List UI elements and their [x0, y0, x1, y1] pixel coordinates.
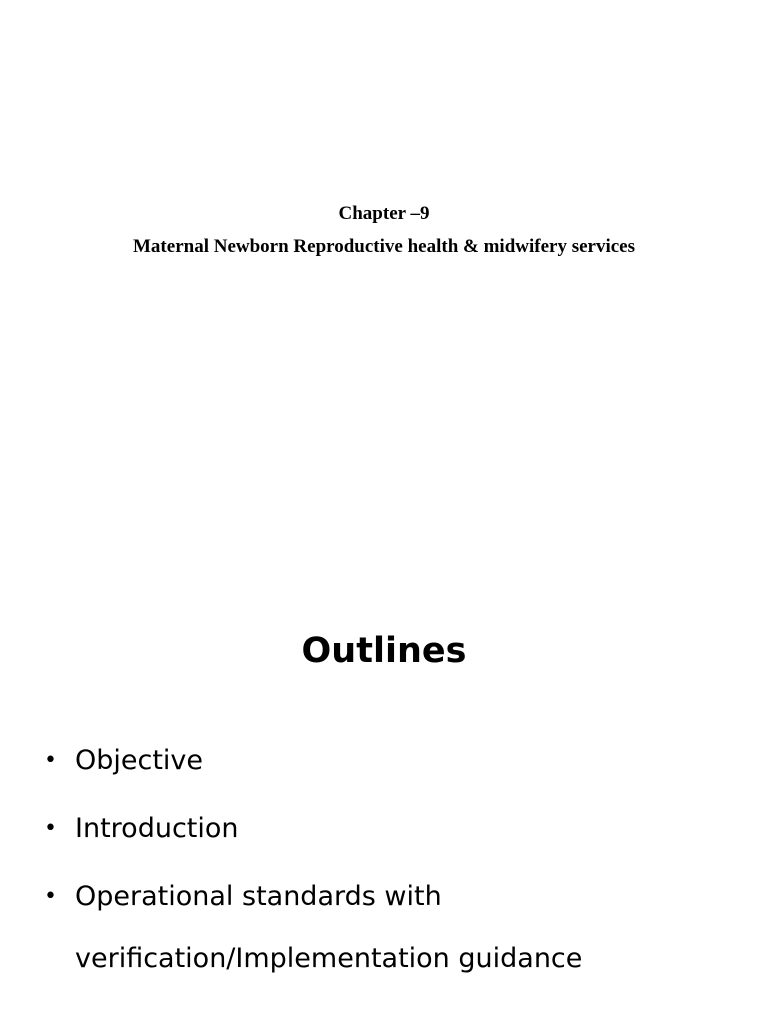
outline-heading: Outlines: [301, 631, 467, 671]
chapter-subtitle: Maternal Newborn Reproductive health & midwifery services: [133, 236, 635, 257]
list-item-label: Introduction: [75, 813, 239, 844]
bullet-icon: •: [44, 816, 57, 841]
list-item: [44, 798, 744, 860]
bullet-icon: •: [44, 748, 57, 773]
list-item-label: Objective: [75, 745, 204, 776]
list-item-label: Operational standards with verification/Implementation guidance: [75, 881, 583, 974]
outline-list: [44, 730, 744, 996]
bullet-icon: •: [44, 884, 57, 909]
list-item: [44, 866, 744, 990]
list-item: [44, 730, 744, 792]
outline-slide: [0, 560, 768, 1024]
chapter-title: Chapter –9: [338, 203, 430, 224]
